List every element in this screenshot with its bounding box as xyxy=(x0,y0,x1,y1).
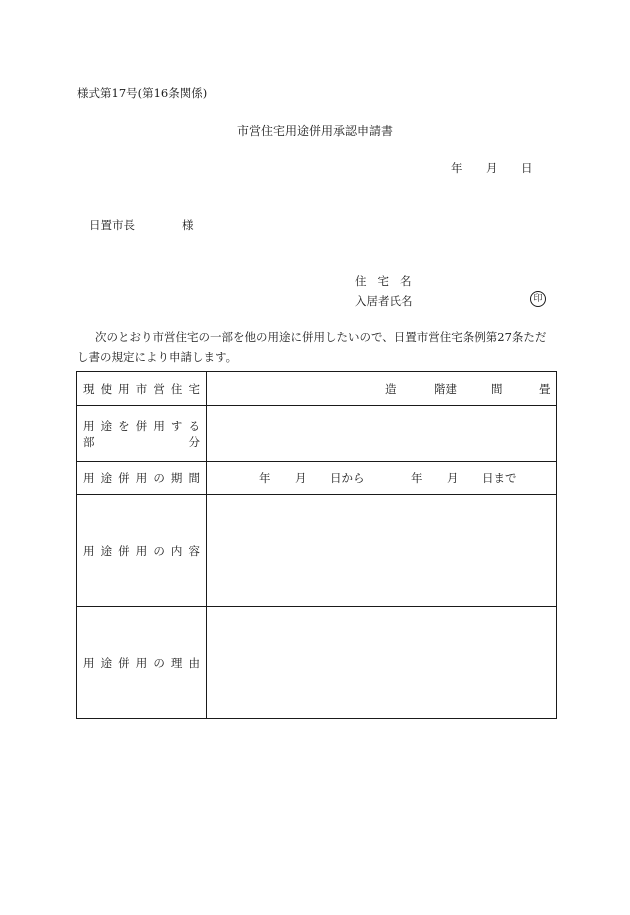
seal-mark: 印 xyxy=(530,291,546,307)
combined-use-part-label-line2 xyxy=(83,434,200,450)
content-value-cell[interactable] xyxy=(207,495,557,607)
table-row xyxy=(77,372,557,406)
document-title: 市営住宅用途併用承認申請書 xyxy=(236,124,393,138)
application-form-table xyxy=(76,371,557,719)
combined-use-part-label-line1: 用 途 を 併 用 す る xyxy=(83,418,200,433)
addressee-name: 日置市長 xyxy=(89,218,135,232)
period-value-cell[interactable] xyxy=(207,462,557,495)
content-label: 用 途 併 用 の 内 容 xyxy=(83,543,200,558)
applicant-address-label: 住宅名 xyxy=(355,274,423,288)
reason-label: 用 途 併 用 の 理 由 xyxy=(83,655,200,670)
table-row xyxy=(77,406,557,462)
combined-use-part-value-cell[interactable] xyxy=(207,406,557,462)
period-end-month: 月 xyxy=(447,471,459,485)
period-start-year: 年 xyxy=(259,471,271,485)
current-housing-label: 現 使 用 市 営 住 宅 xyxy=(83,381,200,396)
current-housing-value-cell[interactable] xyxy=(207,372,557,406)
application-statement: 次のとおり市営住宅の一部を他の用途に併用したいので、日置市営住宅条例第27条ただし書の規定により申請します。 xyxy=(77,330,547,364)
date-month-label: 月 xyxy=(486,161,498,175)
current-housing-label-cell xyxy=(77,372,207,406)
table-row xyxy=(77,607,557,719)
table-row xyxy=(77,462,557,495)
rooms-unit: 間 xyxy=(491,381,503,396)
part-char: 部 xyxy=(83,434,95,449)
period-end-year: 年 xyxy=(411,471,423,485)
reason-value-cell[interactable] xyxy=(207,607,557,719)
table-row xyxy=(77,495,557,607)
date-year-label: 年 xyxy=(451,161,463,175)
period-end-day: 日まで xyxy=(482,471,517,485)
applicant-name-label: 入居者氏名 xyxy=(355,294,413,308)
combined-use-part-label-cell xyxy=(77,406,207,462)
period-start-month: 月 xyxy=(295,471,307,485)
addressee-honorific: 様 xyxy=(182,218,194,232)
date-day-label: 日 xyxy=(521,161,533,175)
form-number: 様式第17号(第16条関係) xyxy=(77,86,208,100)
period-start-day: 日から xyxy=(330,471,365,485)
reason-label-cell xyxy=(77,607,207,719)
content-label-cell xyxy=(77,495,207,607)
portion-char: 分 xyxy=(188,434,200,449)
structure-unit: 造 xyxy=(385,381,397,396)
period-label: 用 途 併 用 の 期 間 xyxy=(83,471,200,485)
floors-unit: 階建 xyxy=(434,381,457,396)
tatami-unit: 畳 xyxy=(539,381,551,396)
period-label-cell xyxy=(77,462,207,495)
